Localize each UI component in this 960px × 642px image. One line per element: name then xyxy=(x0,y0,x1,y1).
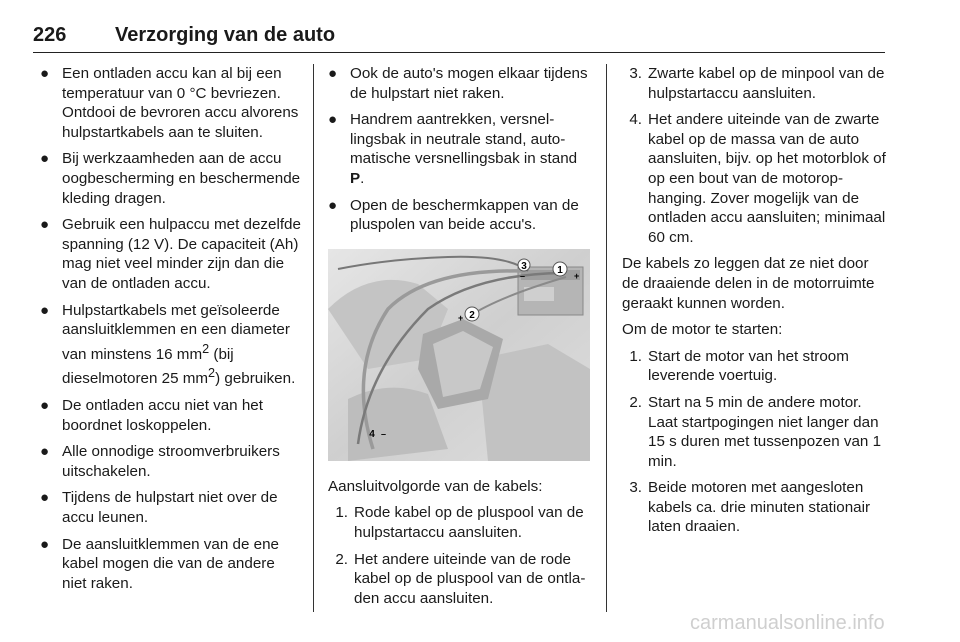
list-item: ● Tijdens de hulpstart niet over de accu leunen. xyxy=(40,489,278,526)
list-item: 2. Het andere uiteinde van de rode kabel op de pluspool van de ontladen accu aansluiten. xyxy=(335,550,586,607)
preparation-list xyxy=(328,64,594,235)
bullet-dot: ● xyxy=(328,111,338,129)
column-divider-1 xyxy=(313,64,314,612)
callout-label-4: 4 xyxy=(369,428,375,440)
bullet-dot: ● xyxy=(328,196,338,214)
list-item-handbrake: ● Handrem aantrekken, versnellingsbak in neutrale stand, automatische versnellingsbak in stand P. xyxy=(328,111,578,187)
watermark: carmanualsonline.info xyxy=(690,612,885,634)
list-item: 1. Rode kabel op de pluspool van de hulpstartaccu aansluiten. xyxy=(335,504,584,541)
connection-steps-continued xyxy=(622,64,888,247)
precaution-list xyxy=(40,64,302,593)
list-item: ● De ontladen accu niet van het boordnet loskoppelen. xyxy=(40,397,263,434)
callout-label-1: 1 xyxy=(557,264,563,276)
list-item: 4. Het andere uiteinde van de zwarte kabel op de massa van de auto aansluiten, bijv. op het motorblok of op een bout van de motorophanging. Zover mogelijk van de ontladen accu aansluiten; minimaal 60 cm. xyxy=(629,111,886,246)
list-item: 2. Start na 5 min de andere motor. Laat startpogingen niet langer dan 15 s duren met tussenpozen van 1 min. xyxy=(629,393,882,470)
page-number: 226 xyxy=(33,24,67,46)
plus-sign: + xyxy=(458,312,464,323)
minus-sign: – xyxy=(520,270,526,281)
list-item-cables: ● Hulpstartkabels met geïsoleerde aansluitklemmen en een diameter van minstens 16 $mm^2$ (bij dieselmotoren 25 $mm^2$) gebruiken. xyxy=(40,301,296,388)
callout-label-3: 3 xyxy=(521,260,527,272)
bullet-dot: ● xyxy=(40,150,50,168)
list-item: 3. Beide motoren met aangesloten kabels ca. drie minuten stationair laten draaien. xyxy=(629,479,871,536)
bullet-dot: ● xyxy=(40,216,50,234)
bullet-dot: ● xyxy=(40,301,50,319)
minus-sign: – xyxy=(381,428,387,439)
list-item: ● Een ontladen accu kan al bij een temperatuur van 0 °C bevriezen. Ontdooi de bevroren accu alvorens hulpstartkabels aan te sluiten. xyxy=(40,65,299,141)
sequence-heading: Aansluitvolgorde van de kabels: xyxy=(328,477,543,495)
list-item: ● De aansluitklemmen van de ene kabel mogen die van de andere niet raken. xyxy=(40,535,279,592)
bullet-dot: ● xyxy=(40,443,50,461)
engine-bay-illustration xyxy=(328,249,590,461)
chapter-title: Verzorging van de auto xyxy=(115,24,336,46)
page-header xyxy=(33,24,885,53)
column-1 xyxy=(40,64,302,600)
list-item: ● Bij werkzaamheden aan de accu oogbescherming en beschermende kleding dragen. xyxy=(40,150,301,207)
list-item: ● Gebruik een hulpaccu met dezelfde spanning (12 V). De capaciteit (Ah) mag niet veel minder zijn dan die van de ontladen accu. xyxy=(40,216,301,292)
column-divider-2 xyxy=(606,64,607,612)
start-steps xyxy=(622,347,888,537)
list-item: ● Ook de auto's mogen elkaar tijdens de hulpstart niet raken. xyxy=(328,65,588,102)
bullet-dot: ● xyxy=(40,65,50,82)
list-item: ● Open de beschermkappen van de pluspolen van beide accu's. xyxy=(328,196,579,234)
column-2 xyxy=(328,64,594,615)
list-item: ● Alle onnodige stroomverbruikers uitschakelen. xyxy=(40,443,280,480)
plus-sign: + xyxy=(574,270,580,281)
list-item: 1. Start de motor van het stroom leverende voertuig. xyxy=(629,347,849,385)
start-heading: Om de motor te starten: xyxy=(622,321,783,339)
callout-label-2: 2 xyxy=(469,309,475,321)
bullet-dot: ● xyxy=(40,397,50,415)
connection-steps xyxy=(328,503,594,608)
column-3 xyxy=(622,64,888,544)
list-item: 3. Zwarte kabel op de minpool van de hulpstartaccu aansluiten. xyxy=(629,65,885,102)
cable-routing-paragraph: De kabels zo leggen dat ze niet door de draaiende delen in de motorruimte geraakt kunnen worden. xyxy=(622,255,875,312)
bullet-dot: ● xyxy=(40,535,50,553)
bullet-dot: ● xyxy=(40,489,50,507)
bullet-dot: ● xyxy=(328,65,338,82)
